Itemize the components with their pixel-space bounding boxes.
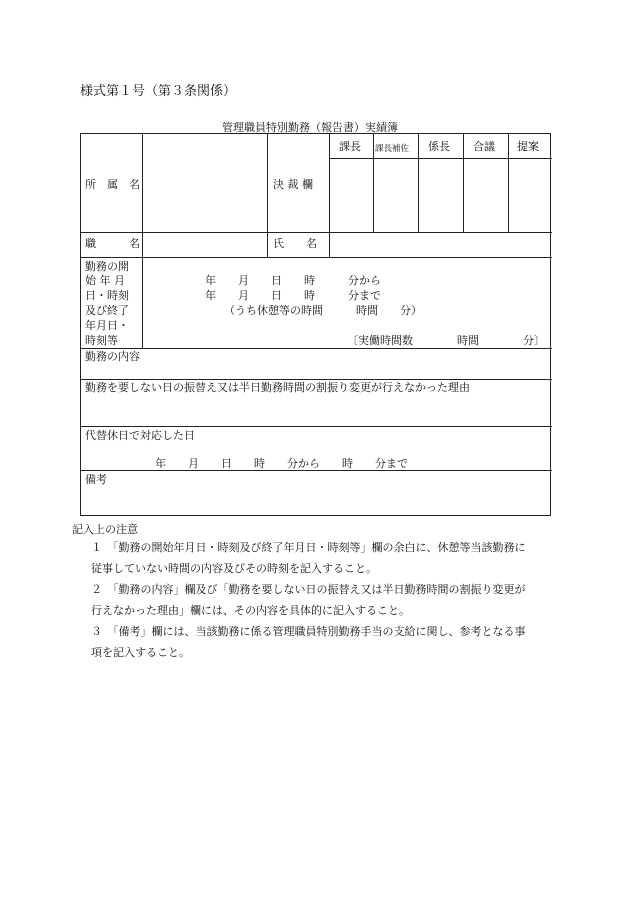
period-label-5: 年月日・ [85,319,129,332]
affiliation-label: 所 属 名 [85,178,140,191]
substitute-label: 代替休日で対応した日 [85,429,195,442]
notes-title: 記入上の注意 [72,523,138,536]
approver-section-chief: 課長 [339,140,361,153]
note-line-1: １ 「勤務の開始年月日・時刻及び終了年月日・時刻等」欄の余白に、休憩等当該勤務に [80,541,526,554]
row-rule-1 [81,232,552,233]
reason-label: 勤務を要しない日の振替え又は半日勤務時間の割振り変更が行えなかった理由 [85,381,470,394]
name-label: 氏 名 [273,237,317,250]
col-rule-mid [267,134,268,257]
col-rule-label [142,134,143,257]
col-rule-approver-3 [463,134,464,232]
period-start: 年 月 日 時 分から [205,274,381,287]
row-rule-6 [81,470,552,471]
approver-proposal: 提案 [517,140,539,153]
period-label-1: 勤務の開 [85,260,129,273]
form-title: 管理職員特別勤務（報告書）実績簿 [222,121,398,134]
period-actual: 〔実働時間数 時間 分〕 [347,334,545,347]
position-label: 職 名 [85,237,140,250]
note-line-3: ２ 「勤務の内容」欄及び「勤務を要しない日の振替え又は半日勤務時間の割振り変更が [80,583,526,596]
col-rule-period [142,257,143,348]
approver-header-rule [329,158,552,159]
substitute-time: 年 月 日 時 分から 時 分まで [155,457,408,470]
approver-assistant-chief: 課長補佐 [375,144,410,154]
period-rest: （うち休憩等の時間 時間 分） [224,304,422,317]
decision-label: 決 裁 欄 [273,178,313,191]
col-rule-approver-2 [418,134,419,232]
approver-consultation: 合議 [473,140,495,153]
row-rule-2 [81,257,552,258]
row-rule-4 [81,379,552,380]
period-label-2: 始 年 月 [85,274,125,287]
col-rule-decision [329,134,330,257]
note-line-4: 行えなかった理由」欄には、その内容を具体的に記入すること。 [80,604,410,617]
note-line-6: 項を記入すること。 [80,646,190,659]
note-line-2: 従事していない時間の内容及びその時刻を記入すること。 [80,562,377,575]
col-rule-approver-1 [373,134,374,232]
form-number: 様式第１号（第３条関係） [80,84,237,99]
content-label: 勤務の内容 [85,350,140,363]
note-line-5: ３ 「備考」欄には、当該勤務に係る管理職員特別勤務手当の支給に関し、参考となる事 [80,625,526,638]
col-rule-approver-4 [508,134,509,232]
approver-subsection-chief: 係長 [428,140,450,153]
period-label-6: 時刻等 [85,334,118,347]
period-label-3: 日・時刻 [85,289,129,302]
remarks-label: 備考 [85,473,107,486]
row-rule-3 [81,348,552,349]
row-rule-5 [81,426,552,427]
period-end: 年 月 日 時 分まで [205,289,381,302]
period-label-4: 及び終了 [85,304,129,317]
